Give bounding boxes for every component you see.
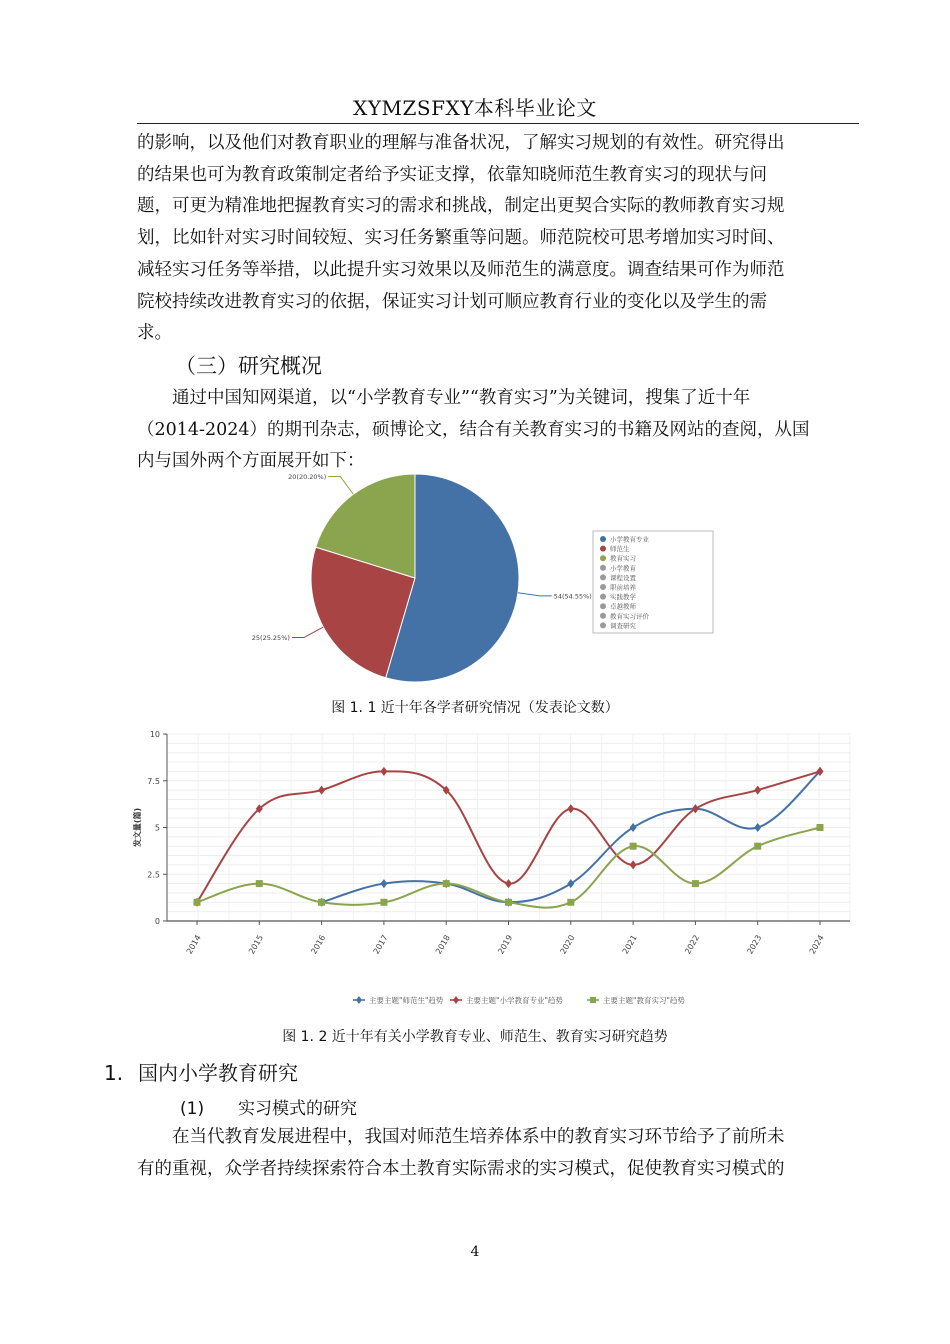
legend-marker [590, 997, 596, 1003]
pie-legend-label: 职前培养 [610, 583, 636, 592]
pie-chart [240, 472, 730, 692]
x-tick-label: 2018 [433, 933, 452, 956]
pie-slice-label: 54(54.55%) [553, 592, 592, 601]
x-tick-label: 2023 [745, 933, 764, 956]
data-point [505, 899, 512, 906]
y-tick-label: 5 [154, 823, 160, 833]
data-point [817, 824, 824, 831]
pie-legend-label: 卓越教师 [610, 602, 636, 611]
pie-legend-label: 小学教育专业 [610, 535, 649, 544]
y-tick-label: 0 [154, 917, 160, 926]
section-heading: （三）研究概况 [175, 354, 322, 378]
x-tick-label: 2017 [371, 933, 390, 956]
text-line: 求。 [137, 323, 172, 344]
x-tick-label: 2019 [496, 933, 515, 956]
data-point [692, 880, 699, 887]
pie-label-leader [292, 627, 323, 637]
heading-2-number: (1) [180, 1099, 205, 1119]
data-point [567, 879, 574, 888]
pie-legend-label: 小学教育 [610, 564, 636, 573]
pie-legend-marker [600, 565, 606, 571]
text-line: （2014-2024）的期刊杂志，硕博论文，结合有关教育实习的书籍及网站的查阅，从国 [137, 419, 810, 440]
data-point [380, 899, 387, 906]
text-line: 内与国外两个方面展开如下： [137, 451, 365, 472]
x-tick-label: 2022 [683, 933, 702, 956]
pie-legend-label: 调查研究 [610, 621, 636, 630]
data-point [630, 860, 637, 869]
text-line: 在当代教育发展进程中，我国对师范生培养体系中的教育实习环节给予了前所未 [137, 1127, 785, 1147]
y-axis-label: 发文量(篇) [133, 807, 142, 848]
pie-label-leader [518, 593, 552, 596]
text-line: 有的重视，众学者持续探索符合本土教育实际需求的实习模式，促使教育实习模式的 [137, 1158, 785, 1179]
paragraph-2 [137, 383, 859, 478]
heading-1-title: 国内小学教育研究 [138, 1061, 298, 1085]
pie-legend-marker [600, 536, 606, 542]
data-point [630, 823, 637, 832]
heading-level-2 [180, 1094, 357, 1119]
pie-label-leader [328, 477, 353, 495]
data-point [194, 899, 201, 906]
data-point [256, 880, 263, 887]
pie-legend-marker [600, 603, 606, 609]
text-line: 划，比如针对实习时间较短、实习任务繁重等问题。师范院校可思考增加实习时间、 [137, 228, 785, 249]
data-point [754, 843, 761, 850]
legend-label: 主要主题"教育实习"趋势 [603, 996, 685, 1005]
figure-2-caption: 图 1. 2 近十年有关小学教育专业、师范生、教育实习研究趋势 [282, 1029, 668, 1045]
header-rule [137, 123, 859, 124]
heading-level-1 [104, 1057, 298, 1086]
data-point [318, 899, 325, 906]
text-line: 通过中国知网渠道，以“小学教育专业”“教育实习”为关键词，搜集了近十年 [137, 388, 751, 408]
text-line: 的影响，以及他们对教育职业的理解与准备状况，了解实习规划的有效性。研究得出 [137, 133, 785, 153]
pie-legend-label: 教育实习 [610, 554, 636, 563]
pie-legend-label: 实践教学 [610, 593, 636, 602]
text-line: 院校持续改进教育实习的依据，保证实习计划可顺应教育行业的变化以及学生的需 [137, 291, 767, 312]
pie-legend-marker [600, 622, 606, 628]
pie-legend-marker [600, 584, 606, 590]
data-point [692, 804, 699, 813]
y-tick-label: 7.5 [147, 776, 160, 786]
x-tick-label: 2015 [247, 933, 266, 956]
data-point [505, 879, 512, 888]
y-tick-label: 10 [149, 730, 160, 739]
pie-legend-marker [600, 613, 606, 619]
text-line: 题，可更为精准地把握教育实习的需求和挑战，制定出更契合实际的教师教育实习规 [137, 196, 785, 217]
paragraph-1 [137, 128, 859, 350]
pie-legend-marker [600, 546, 606, 552]
line-chart [125, 725, 860, 1015]
pie-slice-label: 25(25.25%) [251, 634, 290, 643]
x-tick-label: 2020 [558, 933, 577, 956]
paragraph-3 [137, 1122, 859, 1185]
x-tick-label: 2016 [309, 933, 328, 956]
data-point [567, 804, 574, 813]
legend-label: 主要主题"师范生"趋势 [369, 996, 444, 1005]
data-point [567, 899, 574, 906]
page-number: 4 [470, 1244, 480, 1260]
data-point [443, 880, 450, 887]
x-tick-label: 2014 [184, 933, 203, 956]
pie-legend-marker [600, 574, 606, 580]
text-line: 减轻实习任务等举措，以此提升实习效果以及师范生的满意度。调查结果可作为师范 [137, 259, 785, 280]
heading-2-title: 实习模式的研究 [238, 1099, 357, 1119]
legend-marker [356, 996, 362, 1004]
text-line: 的结果也可为教育政策制定者给予实证支撑，依靠知晓师范生教育实习的现状与问 [137, 164, 767, 185]
pie-legend-label: 课程设置 [610, 573, 636, 582]
pie-legend-marker [600, 555, 606, 561]
legend-label: 主要主题"小学教育专业"趋势 [466, 996, 563, 1005]
data-point [630, 843, 637, 850]
data-point [754, 786, 761, 795]
figure-1-caption: 图 1. 1 近十年各学者研究情况（发表论文数） [331, 700, 619, 716]
x-tick-label: 2021 [620, 933, 639, 956]
heading-1-number: 1. [104, 1061, 124, 1085]
data-point [380, 767, 387, 776]
pie-legend-label: 师范生 [610, 545, 630, 554]
legend-marker [453, 996, 459, 1004]
pie-slice-label: 20(20.20%) [288, 473, 327, 482]
running-header: XYMZSFXY本科毕业论文 [353, 96, 597, 120]
pie-legend-marker [600, 594, 606, 600]
data-point [754, 823, 761, 832]
y-tick-label: 2.5 [147, 870, 160, 880]
data-point [318, 786, 325, 795]
pie-legend-label: 教育实习评价 [610, 612, 649, 621]
x-tick-label: 2024 [807, 933, 826, 956]
data-point [380, 879, 387, 888]
